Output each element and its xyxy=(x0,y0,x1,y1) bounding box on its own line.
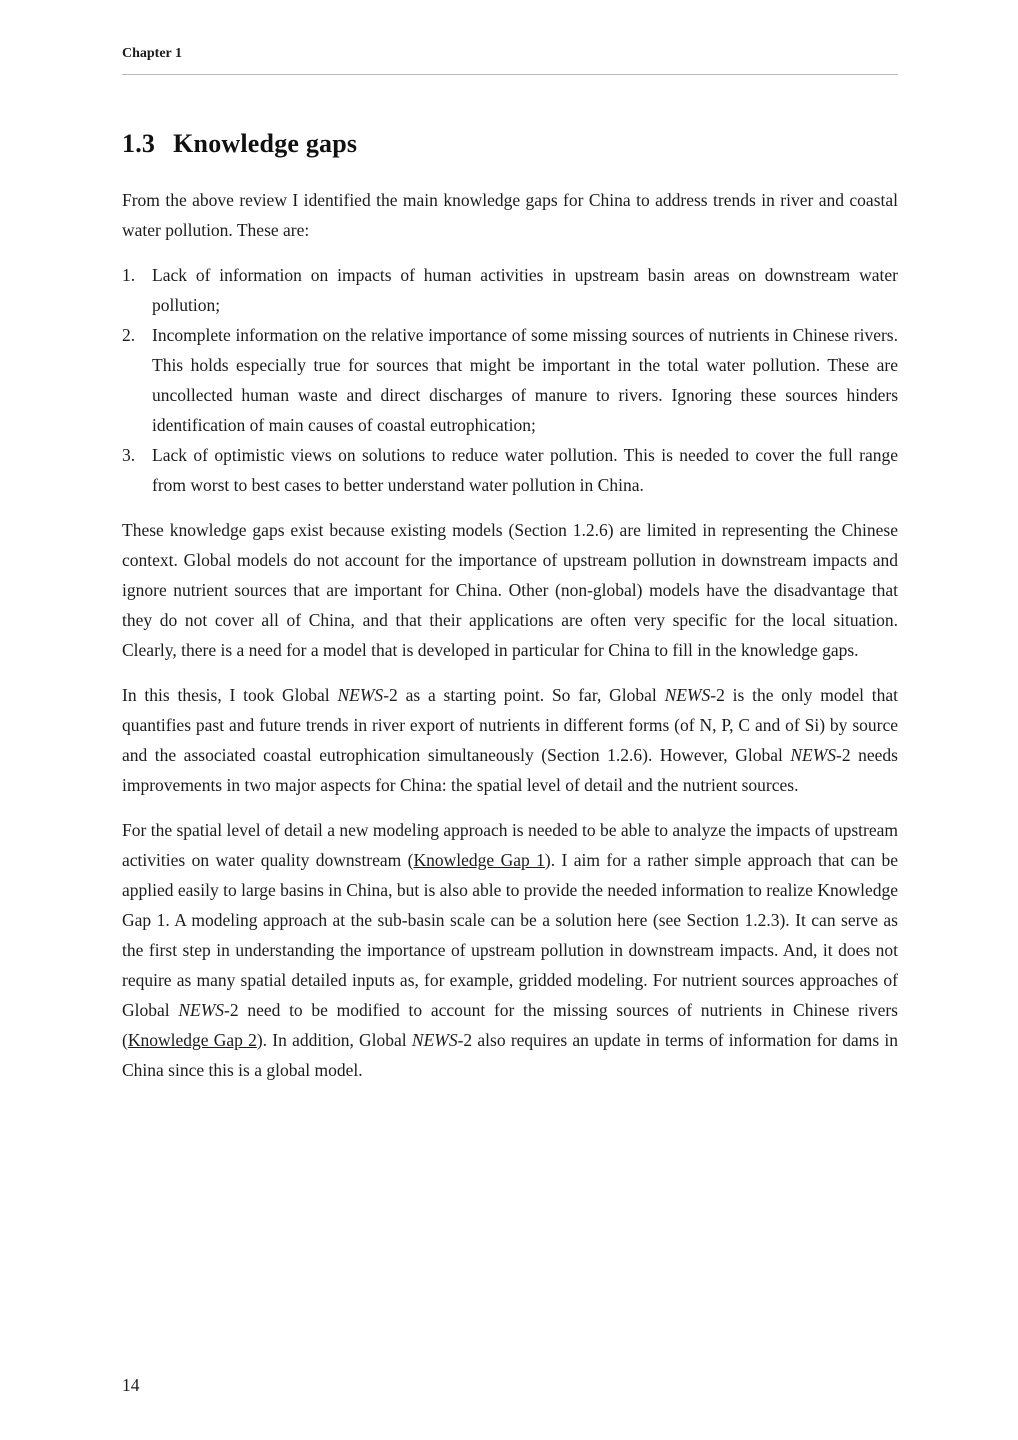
text-run: -2 is the only model that quantifies past and future trends in river export of nutrients in different forms (of N, P, C and of Si) by source and the associated coastal eutrophication simultaneously (Section 1.2.6). However, Global xyxy=(122,685,898,765)
list-item-number: 2. xyxy=(122,325,136,345)
news-model-name: NEWS xyxy=(411,1030,458,1050)
paragraph-models-limited: These knowledge gaps exist because existing models (Section 1.2.6) are limited in representing the Chinese context. Global models do not account for the importance of upstream pollution in downstream impacts and ignore nutrient sources that are important for China. Other (non-global) models have the disadvantage that they do not cover all of China, and that their applications are often very specific for the local situation. Clearly, there is a need for a model that is developed in particular for China to fill in the knowledge gaps. xyxy=(122,520,898,660)
news-model-name: NEWS xyxy=(664,685,711,705)
paragraph-global-news xyxy=(122,680,898,800)
list-item xyxy=(122,260,898,320)
text-run: In this thesis, I took Global xyxy=(122,685,338,705)
text-run: -2 also requires an update in terms of information for dams in China since this is a global model. xyxy=(122,1030,899,1080)
news-model-name: NEWS xyxy=(178,1000,225,1020)
section-title: Knowledge gaps xyxy=(173,129,358,158)
paragraph-modeling-approach xyxy=(122,815,898,1085)
running-header xyxy=(122,46,898,75)
text-run: For the spatial level of detail a new modeling approach is needed to be able to analyze the impacts of upstream activities on water quality downstream ( xyxy=(122,820,898,870)
list-item xyxy=(122,440,898,500)
running-header-text: Chapter 1 xyxy=(122,46,183,61)
list-item-text: Incomplete information on the relative importance of some missing sources of nutrients in Chinese rivers. This holds especially true for sources that might be important in the total water pollution. These are uncollected human waste and direct discharges of manure to rivers. Ignoring these sources hinders identification of main causes of coastal eutrophication; xyxy=(152,325,898,435)
knowledge-gap-1-link[interactable]: Knowledge Gap 1 xyxy=(413,850,545,870)
text-run: ). I aim for a rather simple approach that can be applied easily to large basins in China, but is also able to provide the needed information to realize Knowledge Gap 1. A modeling approach at the sub-basin scale can be a solution here (see Section 1.2.3). It can serve as the first step in understanding the importance of upstream pollution in downstream impacts. And, it does not require as many spatial detailed inputs as, for example, gridded modeling. For nutrient sources approaches of Global xyxy=(122,850,898,1020)
list-item-text: Lack of information on impacts of human activities in upstream basin areas on downstream water pollution; xyxy=(152,265,898,315)
list-item xyxy=(122,320,898,440)
knowledge-gap-2-link[interactable]: Knowledge Gap 2 xyxy=(127,1030,257,1050)
list-item-number: 1. xyxy=(122,265,136,285)
news-model-name: NEWS xyxy=(790,745,837,765)
section-heading xyxy=(122,129,898,159)
list-item-number: 3. xyxy=(122,445,136,465)
news-model-name: NEWS xyxy=(337,685,384,705)
text-run: -2 as a starting point. So far, Global xyxy=(383,685,665,705)
knowledge-gap-list xyxy=(122,260,898,500)
section-number: 1.3 xyxy=(122,129,156,158)
page-number: 14 xyxy=(122,1375,140,1395)
intro-paragraph: From the above review I identified the main knowledge gaps for China to address trends in river and coastal water pollution. These are: xyxy=(122,190,898,240)
list-item-text: Lack of optimistic views on solutions to reduce water pollution. This is needed to cover the full range from worst to best cases to better understand water pollution in China. xyxy=(152,445,898,495)
text-run: ). In addition, Global xyxy=(256,1030,412,1050)
page-content xyxy=(122,129,898,1085)
text-run: -2 needs improvements in two major aspects for China: the spatial level of detail and the nutrient sources. xyxy=(122,745,898,795)
text-run: -2 need to be modified to account for the missing sources of nutrients in Chinese rivers ( xyxy=(122,1000,898,1050)
